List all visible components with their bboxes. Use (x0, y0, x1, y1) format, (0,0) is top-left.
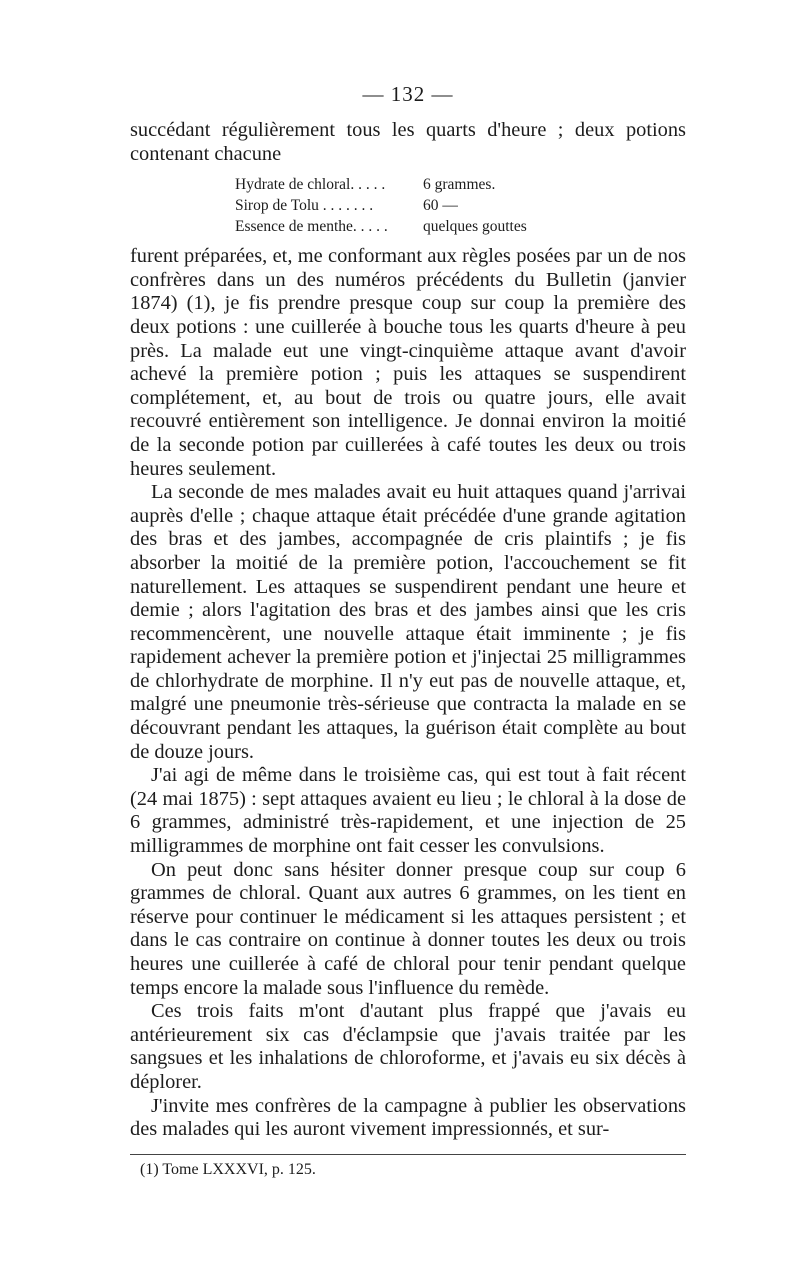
body-paragraph: J'ai agi de même dans le troisième cas, qui est tout à fait récent (24 mai 1875) : sept attaques avaient eu lieu ; le chloral à la dose de 6 grammes, administré très-rapidement, et une injection de 25 milligrammes de morphine ont fait cesser les convulsions. (130, 764, 686, 858)
recipe-row (235, 195, 686, 216)
footnote: (1) Tome LXXXVI, p. 125. (140, 1160, 316, 1178)
body-paragraph: Ces trois faits m'ont d'autant plus frappé que j'avais eu antérieurement six cas d'éclampsie que j'avais traitée par les sangsues et les inhalations de chloroforme, et j'avais eu six décès à déplorer. (130, 1000, 686, 1093)
recipe-quantity: 60 — (423, 197, 458, 215)
book-page (130, 82, 686, 1179)
intro-paragraph: succédant régulièrement tous les quarts d'heure ; deux potions contenant chacune (130, 119, 686, 165)
body-paragraph: J'invite mes confrères de la campagne à publier les observations des malades qui les auront vivement impressionnés, et sur- (130, 1094, 686, 1141)
recipe-row (235, 216, 686, 237)
page-number: — 132 — (362, 82, 454, 106)
footnote-rule (130, 1154, 686, 1155)
body-paragraph: furent préparées, et, me conformant aux règles posées par un de nos confrères dans un des numéros précédents du Bulletin (janvier 1874) (1), je fis prendre presque coup sur coup la première des deux potions : une cuillerée à bouche tous les quarts d'heure à peu près. La malade eut une vingt-cinquième attaque avant d'avoir achevé la première potion ; puis les attaques se suspendirent complétement, et, au bout de trois ou quatre jours, elle avait recouvré entièrement son intelligence. Je donnai environ la moitié de la seconde potion par cuillerées à café toutes les deux ou trois heures seulement. (130, 245, 686, 480)
recipe-ingredient: Essence de menthe. . . . . (235, 218, 388, 236)
recipe-list (235, 174, 686, 237)
recipe-quantity: 6 grammes. (423, 176, 496, 194)
recipe-quantity: quelques gouttes (423, 218, 527, 236)
body-paragraph: On peut donc sans hésiter donner presque coup sur coup 6 grammes de chloral. Quant aux autres 6 grammes, on les tient en réserve pour continuer le médicament si les attaques persistent ; et dans le cas contraire on continue à donner toutes les deux ou trois heures une cuillerée à café de chloral pour tenir pendant quelque temps encore la malade sous l'influence du remède. (130, 858, 686, 999)
recipe-ingredient: Sirop de Tolu . . . . . . . (235, 197, 374, 215)
body-paragraph: La seconde de mes malades avait eu huit attaques quand j'arrivai auprès d'elle ; chaque attaque était précédée d'une grande agitation des bras et des jambes, accompagnée de cris plaintifs ; je fis absorber la moitié de la première potion, l'accouchement se fit naturellement. Les attaques se suspendirent pendant une heure et demie ; alors l'agitation des bras et des jambes ainsi que les cris recommencèrent, une nouvelle attaque était imminente ; je fis rapidement achever la première potion et j'injectai 25 milligrammes de chlorhydrate de morphine. Il n'y eut pas de nouvelle attaque, et, malgré une pneumonie très-sérieuse que contracta la malade en se découvrant pendant les attaques, la guérison était complète au bout de douze jours. (130, 481, 686, 763)
recipe-ingredient: Hydrate de chloral. . . . . (235, 176, 386, 194)
recipe-row (235, 174, 686, 195)
